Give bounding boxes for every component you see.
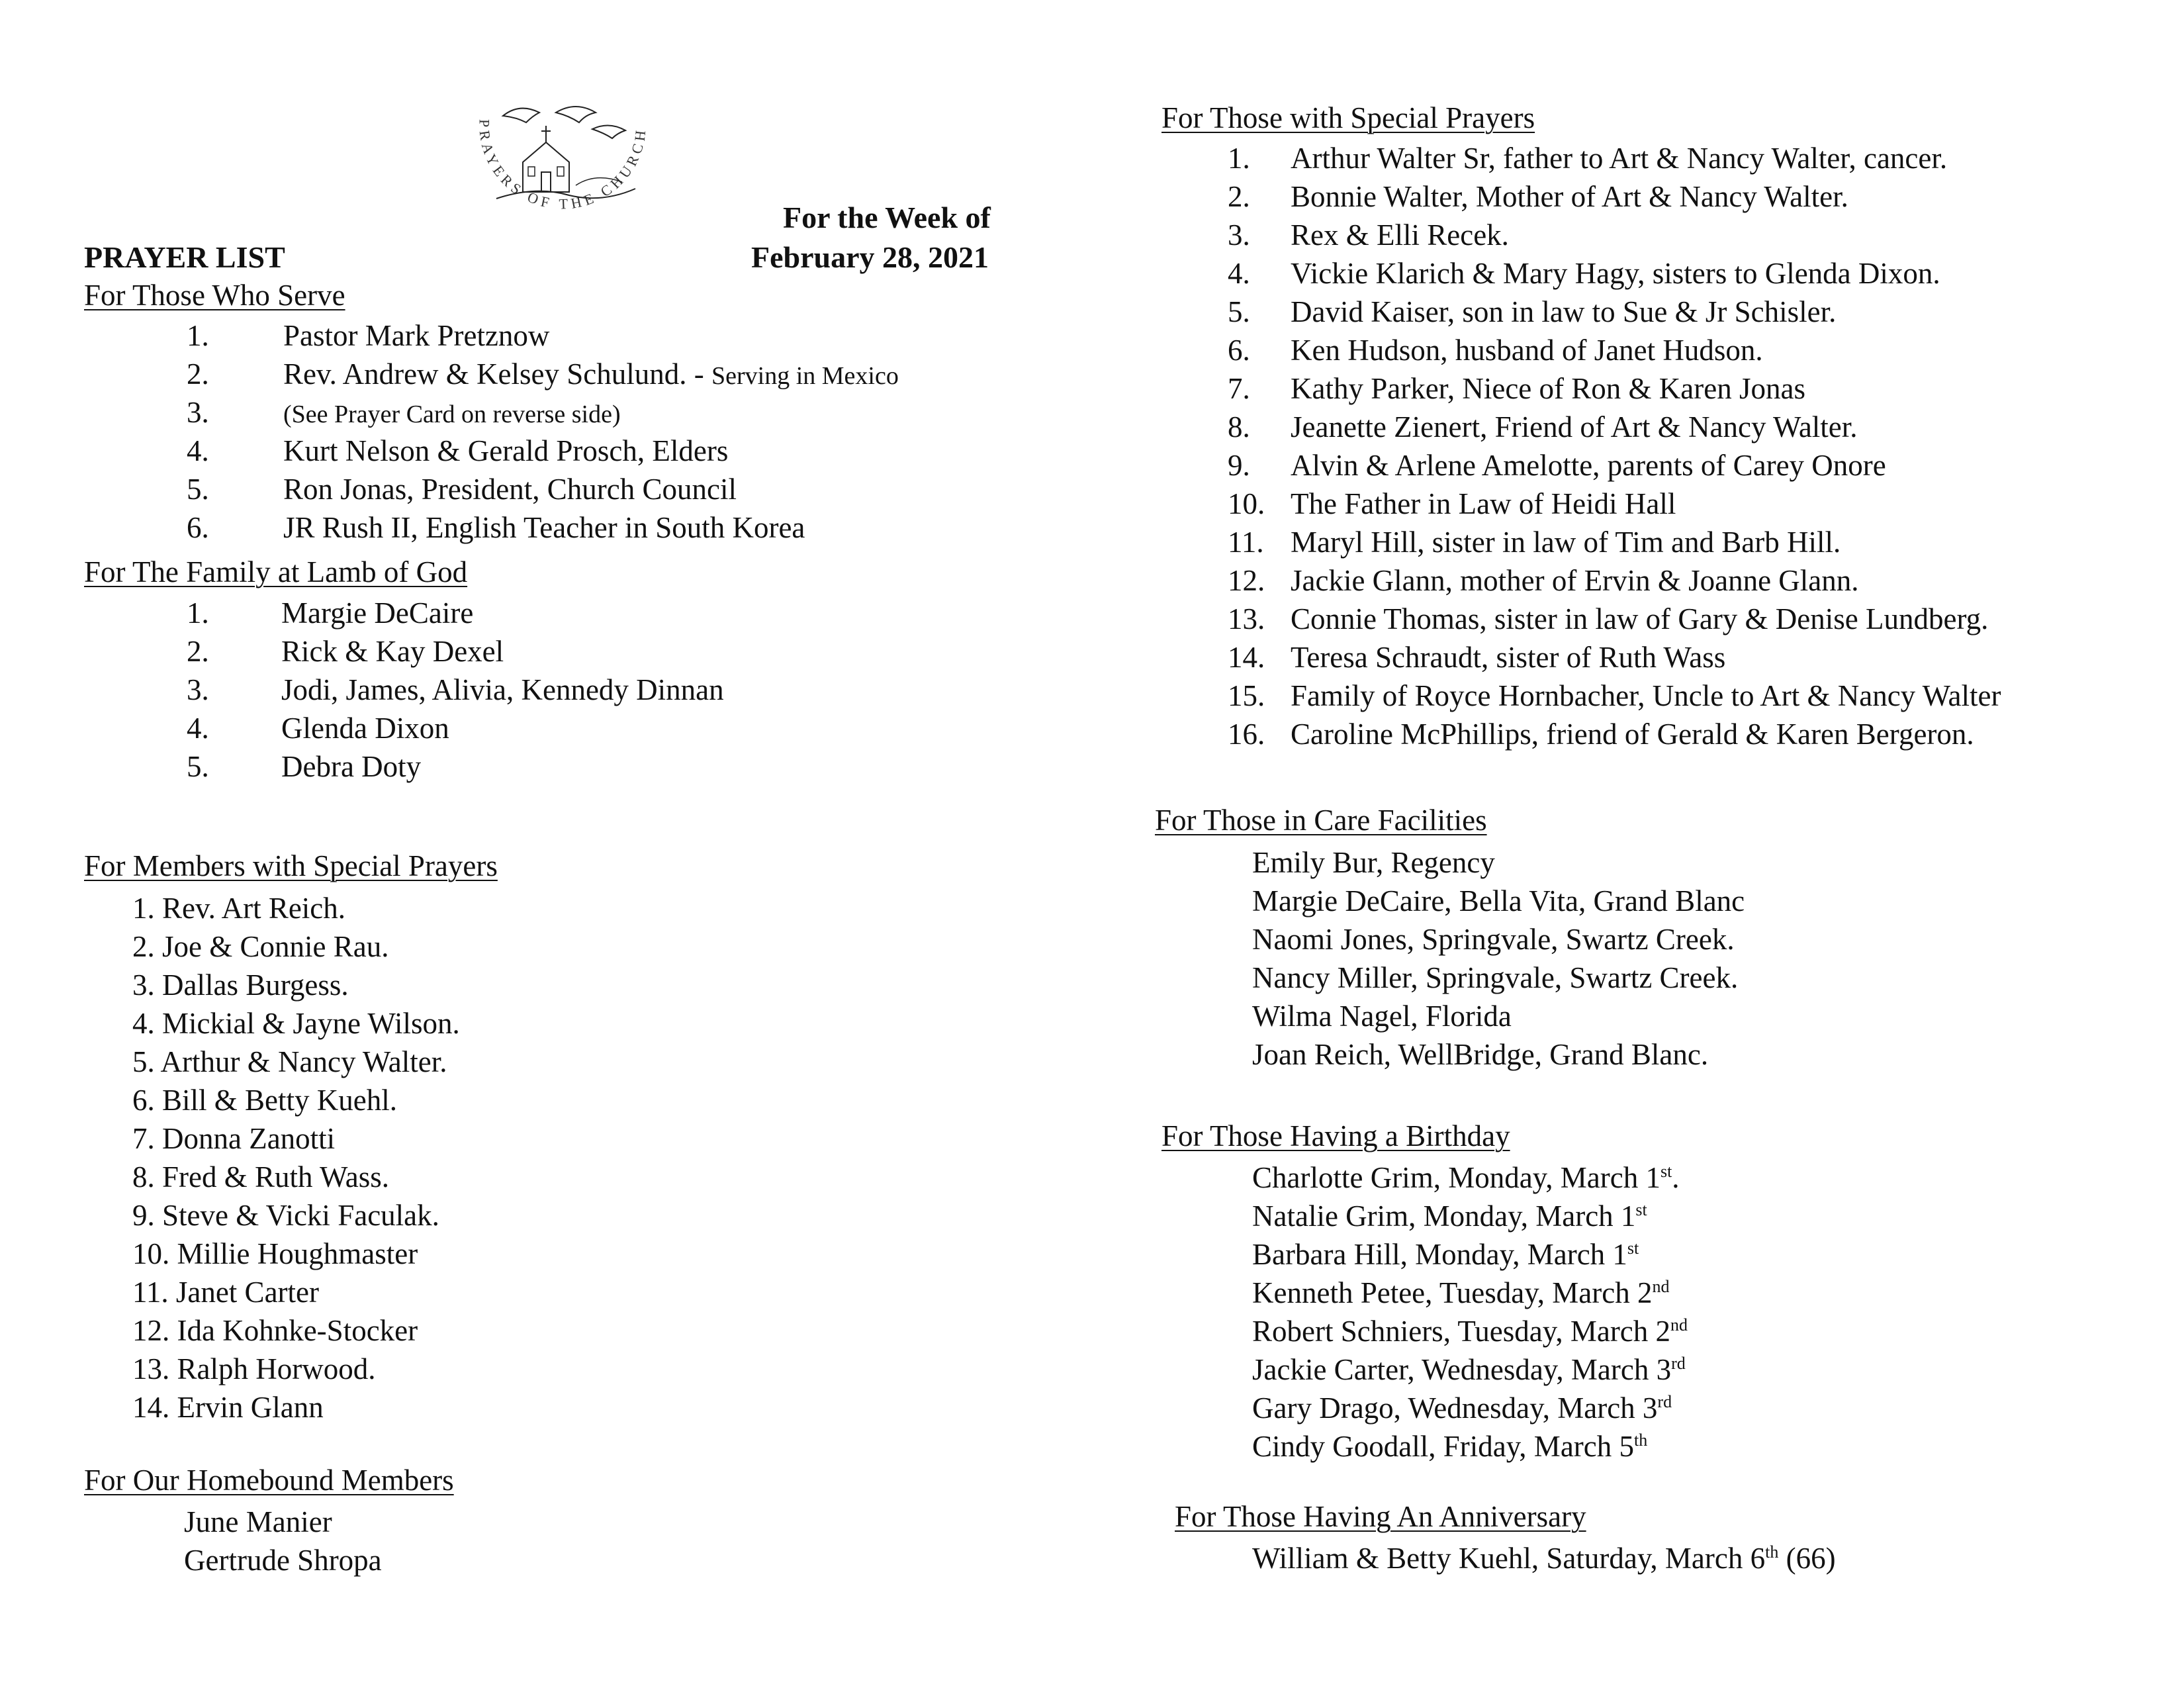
item-text [1291, 293, 1836, 331]
item-number: 8. [132, 1160, 155, 1194]
item-name: The Father in Law of Heidi Hall [1291, 487, 1676, 520]
ordinal-suffix: st [1635, 1200, 1647, 1219]
item-text [1291, 523, 1841, 561]
item-text [1291, 638, 1725, 677]
section-heading-family: For The Family at Lamb of God [84, 555, 468, 588]
item-name: Connie Thomas, sister in law of Gary & Denise Lundberg. [1291, 602, 1989, 635]
list-item: Nancy Miller, Springvale, Swartz Creek. [1252, 961, 1739, 994]
item-text: Kenneth Petee, Tuesday, March 2 [1252, 1276, 1653, 1309]
item-number: 4. [187, 712, 209, 745]
item-text: Millie Houghmaster [177, 1237, 418, 1270]
item-number: 11. [132, 1276, 169, 1309]
item-number: 13. [132, 1352, 170, 1385]
item-text [281, 747, 421, 786]
item-number: 14. [132, 1391, 170, 1424]
item-text: Mickial & Jayne Wilson. [162, 1007, 460, 1040]
item-text [283, 393, 621, 434]
item-number: 7. [132, 1122, 155, 1155]
ordinal-suffix: th [1765, 1542, 1779, 1562]
item-text [1291, 254, 1940, 293]
item-text: Ralph Horwood. [177, 1352, 376, 1385]
item-text: Dallas Burgess. [162, 968, 349, 1002]
list-item [132, 1311, 418, 1350]
item-name: Bonnie Walter, Mother of Art & Nancy Walter. [1291, 180, 1848, 213]
item-text [281, 594, 473, 632]
item-text: Arthur & Nancy Walter. [160, 1045, 447, 1078]
item-number: 4. [187, 434, 209, 467]
item-text: Cindy Goodall, Friday, March 5 [1252, 1430, 1635, 1463]
item-text: Donna Zanotti [162, 1122, 336, 1155]
week-label: For the Week of [783, 201, 991, 234]
list-item [1252, 1197, 1647, 1235]
item-number: 1. [187, 596, 209, 630]
item-number: 16. [1228, 718, 1265, 751]
item-name: Rick & Kay Dexel [281, 635, 504, 668]
item-number: 2. [187, 357, 209, 391]
list-item [1252, 1235, 1639, 1274]
item-name: Maryl Hill, sister in law of Tim and Barb Hill. [1291, 526, 1841, 559]
list-item [132, 1119, 335, 1158]
item-name: Teresa Schraudt, sister of Ruth Wass [1291, 641, 1726, 674]
item-text: Jackie Carter, Wednesday, March 3 [1252, 1353, 1672, 1386]
ordinal-suffix: st [1660, 1162, 1672, 1181]
item-name: Margie DeCaire [281, 596, 474, 630]
item-number: 9. [132, 1199, 155, 1232]
item-text [1291, 485, 1676, 523]
svg-text:PRAYERS OF THE CHURCH [477, 119, 649, 212]
item-text [281, 671, 724, 709]
item-number: 3. [1228, 218, 1250, 252]
item-text [1291, 446, 1886, 485]
logo-arc-text: PRAYERS OF THE CHURCH [476, 118, 649, 212]
item-note: Serving in Mexico [711, 362, 899, 390]
item-name: Vickie Klarich & Mary Hagy, sisters to Glenda Dixon. [1291, 257, 1940, 290]
item-text: Joe & Connie Rau. [162, 930, 389, 963]
item-name: Jackie Glann, mother of Ervin & Joanne Glann. [1291, 564, 1859, 597]
ordinal-suffix: rd [1671, 1354, 1686, 1373]
item-text: Gary Drago, Wednesday, March 3 [1252, 1391, 1658, 1425]
item-name: Debra Doty [281, 750, 422, 783]
section-heading-birthday: For Those Having a Birthday [1161, 1119, 1510, 1152]
list-item [132, 1004, 460, 1043]
item-text [281, 632, 504, 671]
item-name: Rev. Andrew & Kelsey Schulund. - [283, 357, 711, 391]
list-item: Naomi Jones, Springvale, Swartz Creek. [1252, 923, 1735, 956]
list-item [132, 1196, 439, 1235]
item-text [1291, 177, 1848, 216]
section-heading-special: For Those with Special Prayers [1161, 101, 1535, 134]
item-text [283, 316, 549, 355]
item-number: 3. [187, 396, 209, 429]
item-name: Kurt Nelson & Gerald Prosch, Elders [283, 434, 729, 467]
item-text: Rev. Art Reich. [162, 892, 346, 925]
item-text: Steve & Vicki Faculak. [162, 1199, 439, 1232]
list-item [132, 1235, 418, 1273]
section-heading-homebound: For Our Homebound Members [84, 1464, 454, 1497]
item-text [1291, 408, 1858, 446]
item-suffix: . [1672, 1161, 1680, 1194]
item-suffix: (66) [1778, 1542, 1836, 1575]
list-item: June Manier [184, 1505, 332, 1538]
item-number: 1. [1228, 142, 1250, 175]
list-item: Gertrude Shropa [184, 1544, 382, 1577]
section-heading-members: For Members with Special Prayers [84, 849, 498, 882]
item-number: 15. [1228, 679, 1265, 712]
list-item: Joan Reich, WellBridge, Grand Blanc. [1252, 1038, 1709, 1071]
item-number: 8. [1228, 410, 1250, 444]
church-with-doves-logo [457, 93, 668, 238]
item-name: David Kaiser, son in law to Sue & Jr Schisler. [1291, 295, 1837, 328]
week-date: February 28, 2021 [751, 240, 989, 274]
list-item [132, 927, 388, 966]
item-text: Bill & Betty Kuehl. [162, 1084, 397, 1117]
item-name: Ken Hudson, husband of Janet Hudson. [1291, 334, 1763, 367]
item-text [1291, 600, 1988, 638]
item-number: 2. [1228, 180, 1250, 213]
item-number: 10. [132, 1237, 170, 1270]
item-text [1291, 715, 1974, 753]
item-number: 5. [187, 750, 209, 783]
item-number: 7. [1228, 372, 1250, 405]
list-item: Margie DeCaire, Bella Vita, Grand Blanc [1252, 884, 1745, 917]
list-item [1252, 1427, 1647, 1466]
item-number: 6. [1228, 334, 1250, 367]
item-text [283, 355, 899, 395]
item-number: 4. [1228, 257, 1250, 290]
list-item [132, 966, 349, 1004]
item-name: Family of Royce Hornbacher, Uncle to Art & Nancy Walter [1291, 679, 2001, 712]
list-item [1252, 1350, 1686, 1389]
item-number: 13. [1228, 602, 1265, 635]
list-item: Wilma Nagel, Florida [1252, 1000, 1512, 1033]
list-item [132, 1043, 447, 1081]
item-number: 4. [132, 1007, 155, 1040]
list-item [1252, 1274, 1669, 1312]
item-text [1291, 139, 1947, 177]
item-name: Arthur Walter Sr, father to Art & Nancy Walter, cancer. [1291, 142, 1948, 175]
list-item [132, 1158, 389, 1196]
item-name: Glenda Dixon [281, 712, 449, 745]
item-name: Alvin & Arlene Amelotte, parents of Carey Onore [1291, 449, 1886, 482]
ordinal-suffix: nd [1670, 1315, 1688, 1335]
item-name: Pastor Mark Pretznow [283, 319, 550, 352]
item-name: Kathy Parker, Niece of Ron & Karen Jonas [1291, 372, 1805, 405]
list-item [132, 1273, 319, 1311]
item-text: Ida Kohnke-Stocker [177, 1314, 418, 1347]
ordinal-suffix: nd [1652, 1277, 1670, 1296]
item-text: Natalie Grim, Monday, March 1 [1252, 1199, 1636, 1233]
item-number: 6. [132, 1084, 155, 1117]
item-text [283, 470, 737, 508]
ordinal-suffix: st [1627, 1239, 1639, 1258]
item-number: 2. [132, 930, 155, 963]
item-number: 10. [1228, 487, 1265, 520]
item-number: 11. [1228, 526, 1264, 559]
item-number: 6. [187, 511, 209, 544]
item-text [1291, 369, 1805, 408]
item-number: 12. [132, 1314, 170, 1347]
item-name: Jeanette Zienert, Friend of Art & Nancy Walter. [1291, 410, 1858, 444]
item-name: Rex & Elli Recek. [1291, 218, 1509, 252]
item-number: 9. [1228, 449, 1250, 482]
list-item [1252, 1312, 1688, 1350]
item-number: 2. [187, 635, 209, 668]
item-text: William & Betty Kuehl, Saturday, March 6 [1252, 1542, 1766, 1575]
item-number: 5. [132, 1045, 155, 1078]
item-text: Barbara Hill, Monday, March 1 [1252, 1238, 1627, 1271]
page-title: PRAYER LIST [84, 240, 285, 274]
item-name: Caroline McPhillips, friend of Gerald & Karen Bergeron. [1291, 718, 1974, 751]
item-text [1291, 331, 1763, 369]
item-text [283, 432, 728, 470]
item-text: Robert Schniers, Tuesday, March 2 [1252, 1315, 1671, 1348]
item-text [283, 508, 805, 547]
item-text [1291, 677, 2001, 715]
section-heading-care: For Those in Care Facilities [1155, 804, 1487, 837]
list-item [132, 1081, 397, 1119]
item-number: 3. [132, 968, 155, 1002]
list-item [1252, 1158, 1680, 1197]
item-text: Ervin Glann [177, 1391, 324, 1424]
section-heading-serve: For Those Who Serve [84, 279, 345, 312]
item-name: Jodi, James, Alivia, Kennedy Dinnan [281, 673, 724, 706]
item-name: Ron Jonas, President, Church Council [283, 473, 737, 506]
list-item [132, 1388, 324, 1427]
list-item [132, 1350, 375, 1388]
item-number: 1. [187, 319, 209, 352]
list-item: Emily Bur, Regency [1252, 846, 1495, 879]
list-item [1252, 1389, 1672, 1427]
item-text [1291, 561, 1859, 600]
ordinal-suffix: th [1634, 1430, 1648, 1450]
item-text [281, 709, 449, 747]
item-number: 14. [1228, 641, 1265, 674]
item-name: JR Rush II, English Teacher in South Korea [283, 511, 805, 544]
item-text: Janet Carter [175, 1276, 319, 1309]
item-number: 1. [132, 892, 155, 925]
list-item [132, 889, 345, 927]
section-heading-anniversary: For Those Having An Anniversary [1175, 1500, 1586, 1533]
list-item [1252, 1539, 1836, 1577]
item-number: 5. [1228, 295, 1250, 328]
item-number: 3. [187, 673, 209, 706]
item-note: (See Prayer Card on reverse side) [283, 400, 621, 428]
item-text: Charlotte Grim, Monday, March 1 [1252, 1161, 1661, 1194]
item-text [1291, 216, 1509, 254]
ordinal-suffix: rd [1657, 1392, 1672, 1411]
item-number: 5. [187, 473, 209, 506]
item-number: 12. [1228, 564, 1265, 597]
item-text: Fred & Ruth Wass. [162, 1160, 390, 1194]
